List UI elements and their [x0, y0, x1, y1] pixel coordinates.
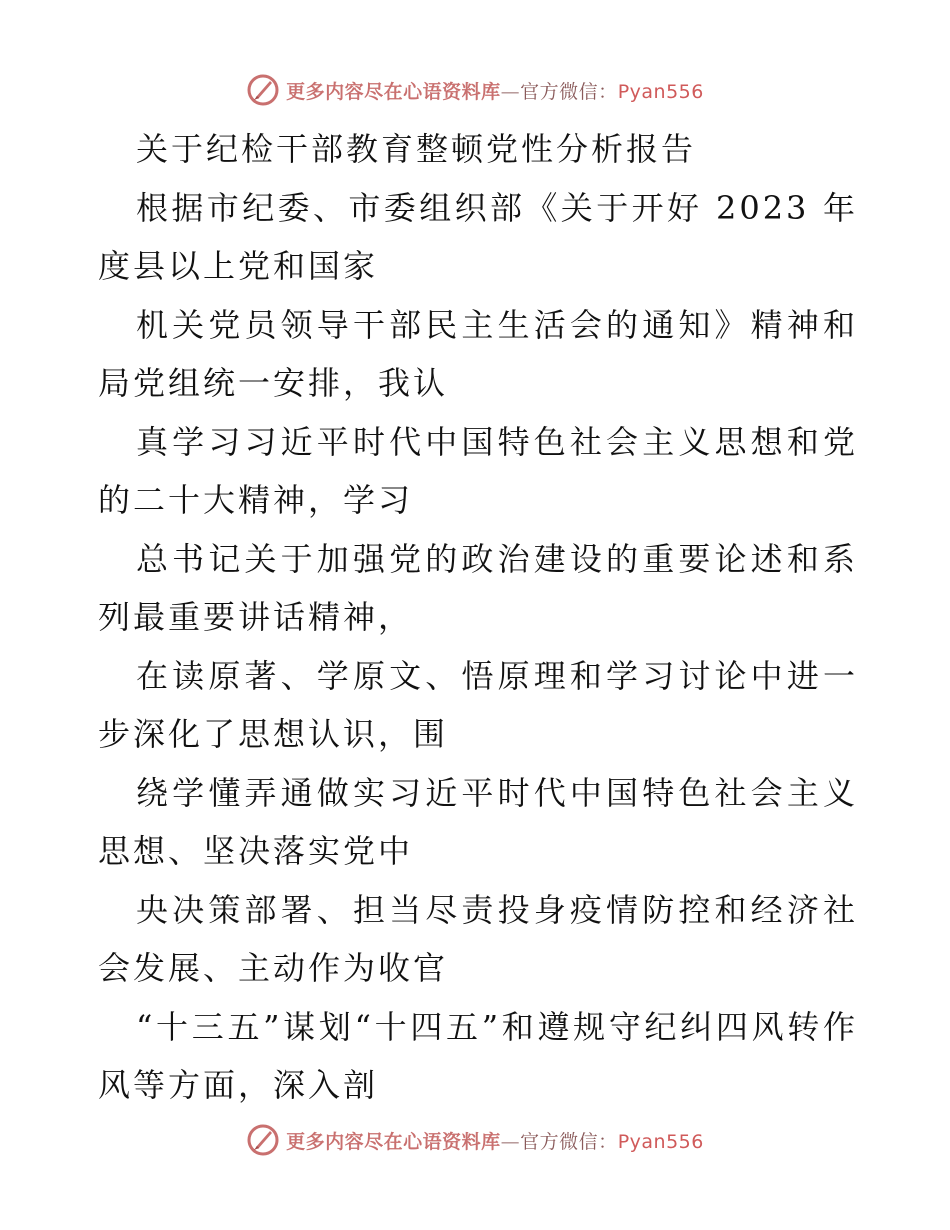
paragraph: 机关党员领导干部民主生活会的通知》精神和局党组统一安排，我认 [98, 305, 858, 402]
watermark-wechat-label: 官方微信： [520, 1130, 618, 1153]
paragraph: 央决策部署、担当尽责投身疫情防控和经济社会发展、主动作为收官 [98, 890, 858, 987]
paragraph: “十三五”谋划“十四五”和遵规守纪纠四风转作风等方面，深入剖 [98, 1007, 858, 1104]
quill-pen-logo-icon [246, 73, 280, 107]
watermark-wechat-id: Pyan556 [617, 1130, 704, 1153]
paragraph: 在读原著、学原文、悟原理和学习讨论中进一步深化了思想认识，围 [98, 656, 858, 753]
watermark-text [286, 77, 704, 104]
document-body [98, 120, 858, 1115]
document-title: 关于纪检干部教育整顿党性分析报告 [136, 130, 697, 168]
paragraph: 绕学懂弄通做实习近平时代中国特色社会主义思想、坚决落实党中 [98, 773, 858, 870]
watermark-separator: — [500, 80, 521, 103]
watermark-wechat-label: 官方微信： [520, 80, 618, 103]
header-watermark [0, 70, 950, 110]
watermark-text [286, 1127, 704, 1154]
watermark-main: 更多内容尽在心语资料库 [286, 80, 501, 103]
watermark-main: 更多内容尽在心语资料库 [286, 1130, 501, 1153]
footer-watermark [0, 1120, 950, 1160]
watermark-wechat-id: Pyan556 [617, 80, 704, 103]
paragraph: 总书记关于加强党的政治建设的重要论述和系列最重要讲话精神， [98, 539, 858, 636]
paragraph: 真学习习近平时代中国特色社会主义思想和党的二十大精神，学习 [98, 422, 858, 519]
paragraph: 根据市纪委、市委组织部《关于开好 2023 年度县以上党和国家 [98, 188, 858, 285]
watermark-separator: — [500, 1130, 521, 1153]
quill-pen-logo-icon [246, 1123, 280, 1157]
